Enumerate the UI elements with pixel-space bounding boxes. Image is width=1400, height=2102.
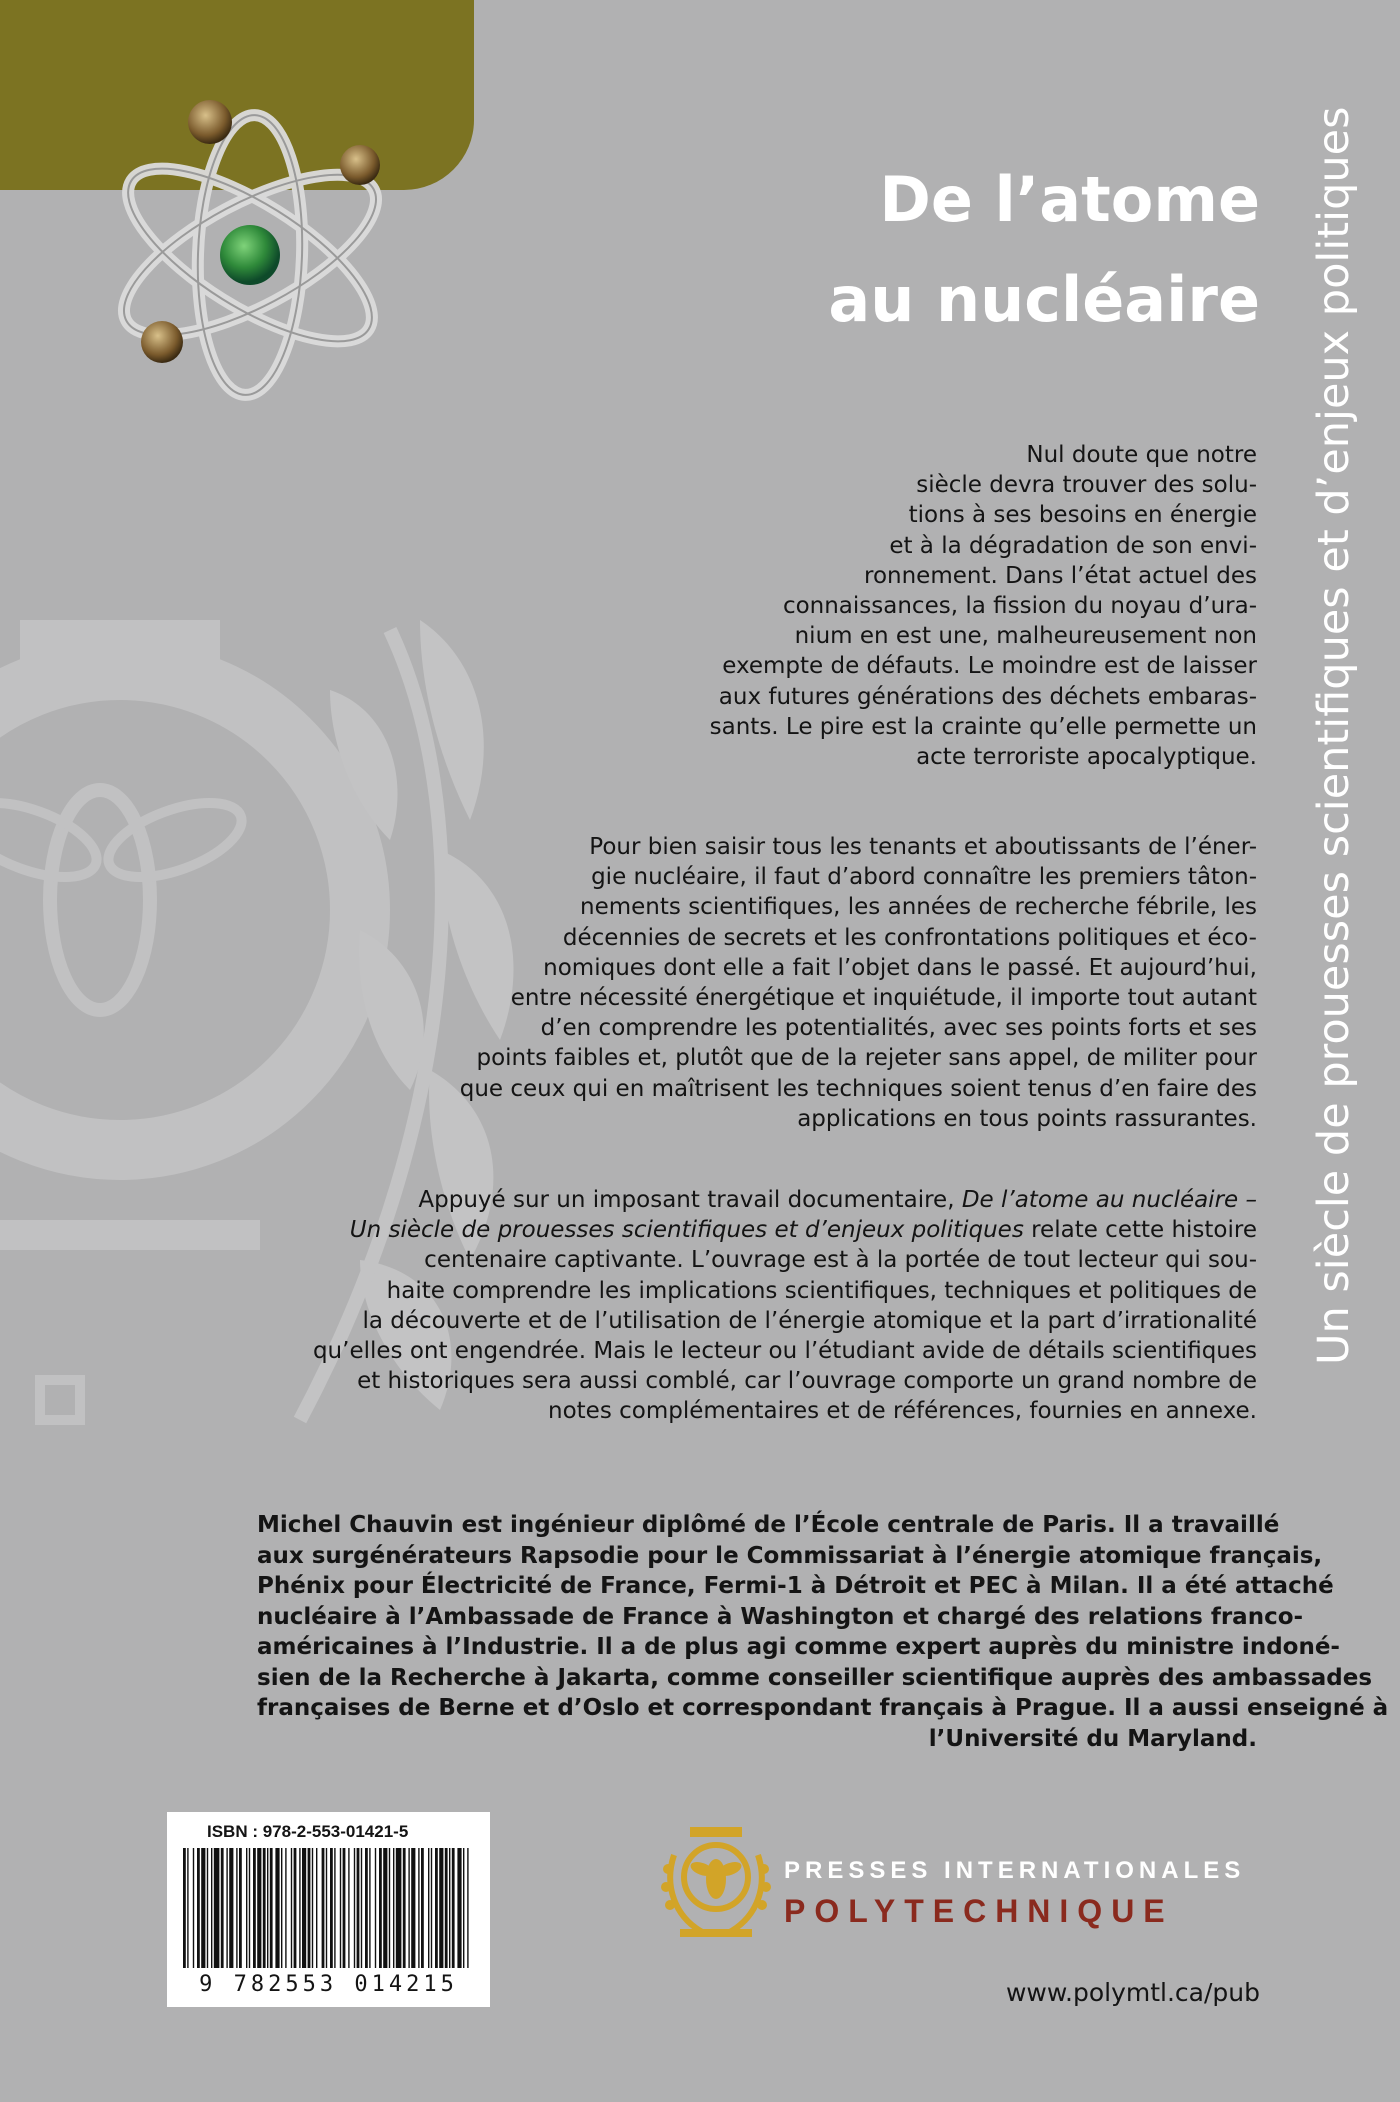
polytechnique-seal-icon: [660, 1825, 772, 1943]
isbn-label: ISBN : 978-2-553-01421-5: [207, 1822, 409, 1841]
barcode-bar: [253, 1848, 256, 1968]
book-subtitle-vertical: Un siècle de prouesses scientifiques et d’enjeux politiques: [1309, 106, 1359, 1365]
publisher-url: www.polymtl.ca/pub: [1005, 1978, 1260, 2007]
summary-line: applications en tous points rassurantes.: [797, 1105, 1257, 1132]
barcode-bar: [435, 1848, 438, 1968]
summary-line: nements scientifiques, les années de recherche fébrile, les: [580, 894, 1257, 921]
bio-line: nucléaire à l’Ambassade de France à Washington et chargé des relations franco-: [257, 1603, 1304, 1630]
summary-paragraph-2: [357, 832, 1257, 1134]
bio-line: sien de la Recherche à Jakarta, comme conseiller scientifique auprès des ambassades: [257, 1664, 1373, 1691]
summary-line: centenaire captivante. L’ouvrage est à la portée de tout lecteur qui sou-: [424, 1247, 1257, 1274]
barcode-bar: [302, 1848, 306, 1968]
barcode-bar: [197, 1848, 200, 1968]
summary-line: points faibles et, plutôt que de la rejeter sans appel, de militer pour: [476, 1045, 1257, 1072]
author-bio: [257, 1510, 1389, 1754]
barcode-bar: [354, 1848, 355, 1968]
summary-text: Appuyé sur un imposant travail documentaire,: [418, 1187, 962, 1213]
summary-line: notes complémentaires et de références, fournies en annexe.: [548, 1398, 1257, 1425]
summary-line: nomiques dont elle a fait l’objet dans le passé. Et aujourd’hui,: [543, 954, 1257, 981]
barcode-bar: [457, 1848, 461, 1968]
barcode-bars: [181, 1848, 476, 1973]
barcode-bar: [249, 1848, 250, 1968]
barcode-bar: [389, 1848, 390, 1968]
barcode-bar: [452, 1848, 455, 1968]
barcode-bar: [383, 1848, 387, 1968]
isbn-barcode: [167, 1812, 490, 2007]
barcode-bar: [214, 1848, 220, 1968]
summary-paragraph-1: [557, 440, 1257, 772]
summary-line: sants. Le pire est la crainte qu’elle permette un: [709, 713, 1257, 740]
barcode-bar: [236, 1848, 237, 1968]
barcode-bar: [193, 1848, 194, 1968]
summary-paragraph-3: [277, 1185, 1257, 1427]
barcode-bar: [308, 1848, 311, 1968]
publisher-name-line-2: [784, 1893, 1174, 1930]
summary-line: et à la dégradation de son envi-: [889, 532, 1257, 559]
barcode-bar: [326, 1848, 327, 1968]
summary-line: ronnement. Dans l’état actuel des: [864, 562, 1257, 589]
barcode-bar: [439, 1848, 443, 1968]
barcode-bar: [312, 1848, 313, 1968]
summary-line: nium en est une, malheureusement non: [794, 623, 1257, 650]
barcode-bar: [246, 1848, 247, 1968]
barcode-bar: [257, 1848, 261, 1968]
barcode-bar: [211, 1848, 212, 1968]
summary-line: tions à ses besoins en énergie: [908, 502, 1257, 529]
summary-line: haite comprendre les implications scientifiques, techniques et politiques de: [386, 1277, 1257, 1304]
summary-line: qu’elles ont engendrée. Mais le lecteur ou l’étudiant avide de détails scientifiques: [312, 1338, 1257, 1365]
atom-earth-icon: [100, 90, 410, 410]
summary-line: connaissances, la fission du noyau d’ura-: [782, 593, 1257, 620]
bio-line: Michel Chauvin est ingénieur diplômé de l’École centrale de Paris. Il a travaillé: [257, 1512, 1280, 1538]
barcode-bar: [263, 1848, 266, 1968]
barcode-bar: [229, 1848, 233, 1968]
barcode-bar: [294, 1848, 297, 1968]
barcode-bar: [322, 1848, 325, 1968]
summary-line: exempte de défauts. Le moindre est de laisser: [722, 653, 1257, 680]
barcode-bar: [431, 1848, 432, 1968]
barcode-bar: [365, 1848, 368, 1968]
barcode-bar: [343, 1848, 346, 1968]
barcode-bar: [348, 1848, 349, 1968]
barcode-bar: [291, 1848, 292, 1968]
barcode-bar: [411, 1848, 415, 1968]
summary-line: décennies de secrets et les confrontations politiques et éco-: [562, 924, 1257, 951]
barcode-bar: [340, 1848, 341, 1968]
barcode-bar: [239, 1848, 242, 1968]
summary-line: acte terroriste apocalyptique.: [916, 744, 1257, 771]
summary-line: siècle devra trouver des solu-: [916, 472, 1257, 499]
summary-line: et historiques sera aussi comblé, car l’ouvrage comporte un grand nombre de: [357, 1368, 1257, 1395]
barcode-bar: [418, 1848, 419, 1968]
summary-line: Pour bien saisir tous les tenants et aboutissants de l’éner-: [589, 834, 1257, 860]
publisher-name-line-1: [784, 1857, 1245, 1885]
bio-line: Phénix pour Électricité de France, Fermi-1 à Détroit et PEC à Milan. Il a été attaché: [257, 1573, 1334, 1599]
barcode-bar: [221, 1848, 224, 1968]
title-line-1: De l’atome: [879, 163, 1260, 236]
barcode-bar: [285, 1848, 286, 1968]
barcode-bar: [267, 1848, 268, 1968]
summary-text: relate cette histoire: [1023, 1217, 1257, 1244]
bio-line: aux surgénérateurs Rapsodie pour le Commissariat à l’énergie atomique français,: [257, 1542, 1323, 1569]
barcode-bar: [393, 1848, 394, 1968]
barcode-bar: [281, 1848, 282, 1968]
title-line-2: au nucléaire: [828, 263, 1260, 336]
summary-line: entre nécessité énergétique et inquiétude, il importe tout autant: [510, 985, 1257, 1012]
barcode-bar: [226, 1848, 227, 1968]
barcode-bar: [275, 1848, 279, 1968]
barcode-bar: [330, 1848, 333, 1968]
publisher-name-text: POLYTECHNIQUE: [784, 1893, 1174, 1929]
barcode-bar: [467, 1848, 468, 1968]
barcode-bar: [379, 1848, 382, 1968]
barcode-bar: [187, 1848, 188, 1968]
book-subtitle-italic: Un siècle de prouesses scientifiques et d’enjeux politiques: [349, 1217, 1024, 1244]
barcode-bar: [357, 1848, 360, 1968]
summary-line: la découverte et de l’utilisation de l’énergie atomique et la part d’irrationalité: [362, 1307, 1257, 1334]
barcode-bar: [463, 1848, 464, 1968]
summary-line: d’en comprendre les potentialités, avec ses points forts et ses: [540, 1015, 1257, 1042]
barcode-bar: [449, 1848, 450, 1968]
book-title-italic: De l’atome au nucléaire –: [961, 1187, 1257, 1213]
publisher-name-text: PRESSES INTERNATIONALES: [784, 1857, 1246, 1884]
barcode-digits: 9 782553 014215: [199, 1972, 458, 1997]
bio-line: américaines à l’Industrie. Il a de plus agi comme expert auprès du ministre indoné-: [257, 1634, 1340, 1660]
barcode-bar: [369, 1848, 370, 1968]
barcode-bar: [270, 1848, 273, 1968]
book-title: [828, 150, 1260, 350]
barcode-bar: [445, 1848, 448, 1968]
bio-line: françaises de Berne et d’Oslo et correspondant français à Prague. Il a aussi enseigné à: [257, 1695, 1389, 1721]
summary-line: [277, 1215, 1257, 1245]
barcode-bar: [361, 1848, 362, 1968]
summary-line: aux futures générations des déchets embaras-: [718, 683, 1257, 710]
barcode-bar: [403, 1848, 406, 1968]
summary-line: que ceux qui en maîtrisent les techniques soient tenus d’en faire des: [459, 1075, 1257, 1102]
barcode-bar: [334, 1848, 335, 1968]
barcode-bar: [408, 1848, 409, 1968]
barcode-bar: [299, 1848, 300, 1968]
barcode-bar: [183, 1848, 186, 1968]
bio-line: l’Université du Maryland.: [928, 1725, 1257, 1752]
barcode-bar: [375, 1848, 376, 1968]
barcode-bar: [316, 1848, 317, 1968]
barcode-bar: [428, 1848, 429, 1968]
barcode-bar: [396, 1848, 402, 1968]
summary-line: Nul doute que notre: [1026, 442, 1257, 468]
summary-line: gie nucléaire, il faut d’abord connaître les premiers tâton-: [591, 864, 1257, 891]
barcode-bar: [201, 1848, 205, 1968]
barcode-bar: [207, 1848, 208, 1968]
summary-line: [277, 1185, 1257, 1215]
barcode-bar: [421, 1848, 424, 1968]
